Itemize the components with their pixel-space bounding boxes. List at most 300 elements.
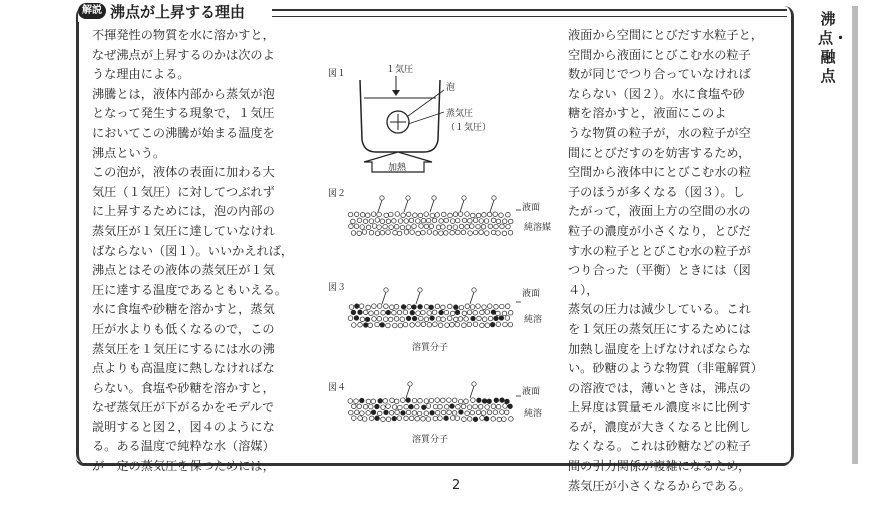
water-particle: [375, 218, 380, 223]
water-particle: [424, 317, 429, 322]
water-particle: [416, 322, 421, 327]
water-particle: [485, 323, 490, 328]
particle-motion-arrow: [404, 200, 408, 212]
water-particle: [480, 323, 485, 328]
water-particle: [406, 410, 411, 415]
water-particle: [348, 316, 353, 321]
water-particle: [462, 417, 467, 422]
solute-particle: [375, 416, 380, 421]
solute-particle: [364, 323, 369, 328]
water-particle: [357, 218, 362, 223]
left-column-line: なぜ沸点が上昇するのかは次のよ: [92, 47, 275, 62]
water-particle: [481, 225, 486, 230]
water-particle: [424, 304, 429, 309]
water-particle: [389, 225, 394, 230]
right-column-line: たがって，液面上方の空間の水の: [568, 204, 751, 219]
water-particle: [438, 323, 443, 328]
solute-particle: [429, 305, 434, 310]
water-particle: [467, 310, 472, 315]
water-particle: [424, 399, 429, 404]
water-particle: [482, 305, 487, 310]
left-column-line: が一定の蒸気圧を保つためには，: [92, 459, 275, 474]
water-particle: [499, 213, 504, 218]
water-particle: [473, 218, 478, 223]
water-particle: [388, 317, 393, 322]
water-particle: [392, 219, 397, 224]
water-particle: [465, 411, 470, 416]
fig2-label: 図２: [328, 189, 347, 199]
water-particle: [441, 305, 446, 310]
right-column-line: つり合った（平衡）ときには（図４），: [568, 263, 751, 297]
water-particle: [487, 410, 492, 415]
left-column-line: 沸騰とは，液体内部から蒸気が泡: [92, 86, 275, 101]
water-particle: [357, 404, 362, 409]
fig4-liquid-label: 純溶: [524, 409, 543, 419]
water-particle: [363, 310, 368, 315]
fig1-vapor-label: 蒸気圧: [446, 109, 474, 119]
water-particle: [485, 405, 490, 410]
water-particle: [496, 322, 501, 327]
water-particle: [393, 323, 398, 328]
water-particle: [435, 411, 440, 416]
fig1-arrowhead: [392, 90, 400, 96]
water-particle: [424, 212, 429, 217]
water-particle: [500, 224, 505, 229]
water-particle: [456, 405, 461, 410]
solute-particle: [406, 316, 411, 321]
solute-particle: [378, 399, 383, 404]
explanation-badge: 解説: [78, 3, 106, 19]
water-particle: [377, 225, 382, 230]
solute-particle: [365, 317, 370, 322]
water-particle: [441, 398, 446, 403]
water-particle: [500, 410, 505, 415]
left-column-line: においてこの沸騰が始まる温度を: [92, 125, 275, 140]
solute-particle: [355, 304, 360, 309]
water-particle: [468, 231, 473, 236]
solute-particle: [418, 305, 423, 310]
fig2-surface-label: 液面: [522, 203, 541, 213]
water-particle: [348, 399, 353, 404]
water-particle: [426, 218, 431, 223]
left-column-line: 不揮発性の物質を水に溶かすと，: [92, 28, 275, 42]
water-particle: [465, 225, 470, 230]
water-particle: [354, 212, 359, 217]
water-particle: [464, 399, 469, 404]
left-column-line: うな理由による。: [92, 67, 190, 82]
water-particle: [424, 224, 429, 229]
solute-particle: [473, 417, 478, 422]
solute-particle: [482, 399, 487, 404]
water-particle: [407, 305, 412, 310]
right-column-line: 間にとびだすのを妨害するため，: [568, 145, 751, 160]
water-particle: [476, 410, 481, 415]
water-particle: [444, 218, 449, 223]
water-particle: [355, 410, 360, 415]
water-particle: [462, 311, 467, 316]
water-particle: [479, 219, 484, 224]
water-particle: [459, 305, 464, 310]
water-particle: [406, 225, 411, 230]
solute-particle: [360, 398, 365, 403]
water-particle: [395, 410, 400, 415]
water-particle: [491, 218, 496, 223]
title-text: 沸点が上昇する理由: [110, 2, 246, 21]
water-particle: [505, 316, 510, 321]
solute-particle: [477, 398, 482, 403]
fig4-label: 図４: [328, 383, 347, 393]
water-particle: [441, 317, 446, 322]
right-column-line: なくなる。これは砂糖などの粒子: [568, 439, 751, 454]
water-particle: [502, 311, 507, 316]
solute-particle: [499, 316, 504, 321]
water-particle: [352, 404, 357, 409]
water-particle: [412, 398, 417, 403]
fig4-surface-label: 液面: [522, 387, 541, 397]
water-particle: [470, 224, 475, 229]
right-column-line: い。砂糖のような物質（非電解質）: [568, 361, 763, 376]
water-particle: [383, 399, 388, 404]
solute-particle: [455, 310, 460, 315]
water-particle: [508, 219, 513, 224]
water-particle: [453, 225, 458, 230]
escaping-particle: [432, 196, 436, 200]
water-particle: [452, 411, 457, 416]
solute-particle: [386, 310, 391, 315]
left-column-line: 説明すると図２，図４のようにな: [92, 419, 275, 434]
water-particle: [400, 225, 405, 230]
water-particle: [447, 225, 452, 230]
water-particle: [398, 405, 403, 410]
right-column-line: 糖を溶かすと，液面にこのよ: [568, 106, 727, 121]
water-particle: [371, 212, 376, 217]
water-particle: [450, 230, 455, 235]
water-particle: [441, 410, 446, 415]
fig1-vapor-sub-label: （１気圧）: [446, 123, 492, 133]
water-particle: [445, 323, 450, 328]
right-column-line: 液面から空間にとびだす水粒子と，: [568, 28, 763, 42]
escaping-particle: [472, 382, 476, 386]
water-particle: [375, 231, 380, 236]
water-particle: [467, 405, 472, 410]
water-particle: [438, 404, 443, 409]
water-particle: [488, 316, 493, 321]
solute-particle: [384, 410, 389, 415]
water-particle: [485, 310, 490, 315]
water-particle: [390, 398, 395, 403]
water-particle: [429, 224, 434, 229]
water-particle: [412, 224, 417, 229]
water-particle: [381, 417, 386, 422]
water-particle: [418, 213, 423, 218]
water-particle: [433, 416, 438, 421]
water-particle: [478, 405, 483, 410]
water-particle: [458, 317, 463, 322]
water-particle: [381, 405, 386, 410]
water-particle: [398, 219, 403, 224]
water-particle: [369, 219, 374, 224]
solute-particle: [450, 404, 455, 409]
water-particle: [389, 212, 394, 217]
water-particle: [465, 212, 470, 217]
water-particle: [377, 316, 382, 321]
water-particle: [354, 224, 359, 229]
water-particle: [461, 230, 466, 235]
water-particle: [452, 398, 457, 403]
water-particle: [459, 224, 464, 229]
water-particle: [503, 322, 508, 327]
right-column-line: るが，濃度が大きくなると比例し: [568, 419, 751, 434]
solute-particle: [412, 305, 417, 310]
water-particle: [493, 212, 498, 217]
water-particle: [386, 404, 391, 409]
water-particle: [363, 219, 368, 224]
water-particle: [401, 398, 406, 403]
fig2-particles: [348, 196, 521, 236]
water-particle: [416, 231, 421, 236]
escaping-particle: [384, 288, 388, 292]
water-particle: [352, 323, 357, 328]
water-particle: [455, 322, 460, 327]
water-particle: [444, 231, 449, 236]
solute-particle: [494, 316, 499, 321]
water-particle: [421, 218, 426, 223]
water-particle: [473, 230, 478, 235]
water-particle: [392, 310, 397, 315]
water-particle: [427, 311, 432, 316]
solute-particle: [484, 416, 489, 421]
water-particle: [401, 213, 406, 218]
water-particle: [476, 224, 481, 229]
water-particle: [442, 212, 447, 217]
solute-particle: [487, 399, 492, 404]
water-particle: [430, 213, 435, 218]
solute-particle: [444, 416, 449, 421]
left-column-line: 蒸気圧が１気圧に達していなけれ: [92, 223, 275, 238]
right-column-line: ならない（図２）。水に食塩や砂: [568, 86, 745, 101]
solute-particle: [406, 398, 411, 403]
water-particle: [348, 212, 353, 217]
water-particle: [467, 322, 472, 327]
fig4-solute-label: 溶質分子: [412, 435, 449, 445]
water-particle: [458, 399, 463, 404]
water-particle: [415, 404, 420, 409]
section-title: [78, 0, 251, 22]
water-particle: [380, 219, 385, 224]
water-particle: [394, 317, 399, 322]
escaping-particle: [380, 196, 384, 200]
right-column-line: うな物質の粒子が，水の粒子が空: [568, 125, 751, 140]
solute-particle: [490, 322, 495, 327]
water-particle: [491, 404, 496, 409]
left-column-line: ばならない（図１）。いいかえれば，: [92, 243, 294, 258]
water-particle: [349, 224, 354, 229]
fig3-particles: [348, 288, 521, 328]
water-particle: [412, 411, 417, 416]
water-particle: [488, 224, 493, 229]
water-particle: [470, 410, 475, 415]
water-particle: [448, 304, 453, 309]
left-column-line: となって発生する現象で，１気圧: [92, 106, 275, 121]
water-particle: [421, 322, 426, 327]
water-particle: [369, 311, 374, 316]
water-particle: [432, 310, 437, 315]
side-tab-text: 沸点・融点: [818, 10, 849, 85]
water-particle: [394, 399, 399, 404]
water-particle: [386, 417, 391, 422]
fig3-surface-label: 液面: [522, 289, 541, 299]
solute-particle: [412, 316, 417, 321]
solute-particle: [430, 411, 435, 416]
water-particle: [458, 212, 463, 217]
figures-diagram: [320, 60, 555, 455]
water-particle: [413, 213, 418, 218]
water-particle: [421, 230, 426, 235]
water-particle: [436, 317, 441, 322]
solute-particle: [494, 398, 499, 403]
water-particle: [464, 317, 469, 322]
water-particle: [509, 417, 514, 422]
water-particle: [386, 323, 391, 328]
water-particle: [439, 219, 444, 224]
water-particle: [371, 399, 376, 404]
water-particle: [360, 225, 365, 230]
water-particle: [481, 411, 486, 416]
particle-motion-arrow: [406, 386, 410, 398]
left-column-line: 圧に達する温度であるともいえる。: [92, 282, 287, 297]
water-particle: [432, 218, 437, 223]
water-particle: [363, 404, 368, 409]
particle-motion-arrow: [382, 292, 386, 304]
water-particle: [433, 404, 438, 409]
solute-particle: [410, 310, 415, 315]
water-particle: [470, 305, 475, 310]
left-column-line: る。ある温度で純粋な水（溶媒）: [92, 439, 275, 454]
water-particle: [471, 398, 476, 403]
water-particle: [493, 410, 498, 415]
water-particle: [508, 310, 513, 315]
particle-motion-arrow: [430, 200, 434, 212]
water-particle: [374, 310, 379, 315]
water-particle: [357, 231, 362, 236]
left-column-line: 沸点という。: [92, 145, 166, 160]
water-particle: [435, 304, 440, 309]
right-column-line: 空間から液面にとびこむ水の粒子: [568, 47, 751, 62]
solute-particle: [351, 310, 356, 315]
water-particle: [454, 317, 459, 322]
solute-particle: [392, 416, 397, 421]
left-column-line: 蒸気圧を１気圧にするには水の沸: [92, 341, 275, 356]
water-particle: [395, 212, 400, 217]
water-particle: [377, 304, 382, 309]
water-particle: [473, 404, 478, 409]
right-column-line: 数が同じでつり合っていなければ: [568, 67, 751, 82]
water-particle: [383, 224, 388, 229]
left-column-line: に上昇するためには，泡の内部の: [92, 204, 275, 219]
water-particle: [494, 304, 499, 309]
water-particle: [360, 411, 365, 416]
water-particle: [389, 411, 394, 416]
water-particle: [404, 230, 409, 235]
title-rule: [272, 9, 787, 17]
water-particle: [496, 231, 501, 236]
right-column-line: 加熱し温度を上げなければならな: [568, 341, 751, 356]
solute-particle: [380, 323, 385, 328]
left-column-line: なぜ蒸気圧が下がるかをモデルで: [92, 400, 275, 415]
water-particle: [496, 311, 501, 316]
solute-particle: [422, 405, 427, 410]
water-particle: [352, 416, 357, 421]
fig1-label: 図１: [328, 69, 347, 79]
water-particle: [424, 411, 429, 416]
water-particle: [447, 316, 452, 321]
particle-motion-arrow: [460, 200, 464, 212]
water-particle: [496, 404, 501, 409]
water-particle: [439, 231, 444, 236]
right-column-line: 空間から液体中にとびこむ水の粒: [568, 165, 751, 180]
water-particle: [394, 224, 399, 229]
right-column-line: す水の粒子ととびこむ水の粒子が: [568, 243, 751, 258]
water-particle: [462, 323, 467, 328]
water-particle: [366, 225, 371, 230]
particle-motion-arrow: [378, 200, 382, 212]
solute-particle: [401, 305, 406, 310]
water-particle: [354, 399, 359, 404]
fig2-liquid-label: 純溶媒: [524, 223, 552, 233]
water-particle: [491, 230, 496, 235]
water-particle: [369, 404, 374, 409]
water-particle: [404, 404, 409, 409]
water-particle: [372, 224, 377, 229]
escaping-particle: [462, 196, 466, 200]
water-particle: [369, 416, 374, 421]
solute-particle: [354, 316, 359, 321]
water-particle: [409, 218, 414, 223]
water-particle: [360, 317, 365, 322]
water-particle: [502, 231, 507, 236]
solute-particle: [459, 410, 464, 415]
right-column: [568, 26, 780, 496]
water-particle: [351, 231, 356, 236]
water-particle: [392, 405, 397, 410]
water-particle: [386, 230, 391, 235]
water-particle: [421, 417, 426, 422]
water-particle: [360, 212, 365, 217]
left-column-line: 点よりも高温度に熱しなければな: [92, 361, 275, 376]
water-particle: [416, 219, 421, 224]
water-particle: [450, 219, 455, 224]
water-particle: [473, 322, 478, 327]
water-particle: [377, 212, 382, 217]
water-particle: [403, 310, 408, 315]
left-column: [92, 26, 308, 477]
right-column-line: 粒子の濃度が小さくなり，とびだ: [568, 223, 751, 238]
water-particle: [403, 322, 408, 327]
water-particle: [419, 224, 424, 229]
water-particle: [362, 417, 367, 422]
water-particle: [435, 213, 440, 218]
water-particle: [435, 398, 440, 403]
water-particle: [480, 416, 485, 421]
water-particle: [461, 404, 466, 409]
escaping-particle: [472, 288, 476, 292]
left-column-line: 気圧（１気圧）に対してつぶれず: [92, 184, 275, 199]
water-particle: [358, 322, 363, 327]
water-particle: [410, 323, 415, 328]
left-column-line: 沸点とはその液体の蒸気圧が１気: [92, 263, 275, 278]
water-particle: [488, 304, 493, 309]
water-particle: [436, 225, 441, 230]
